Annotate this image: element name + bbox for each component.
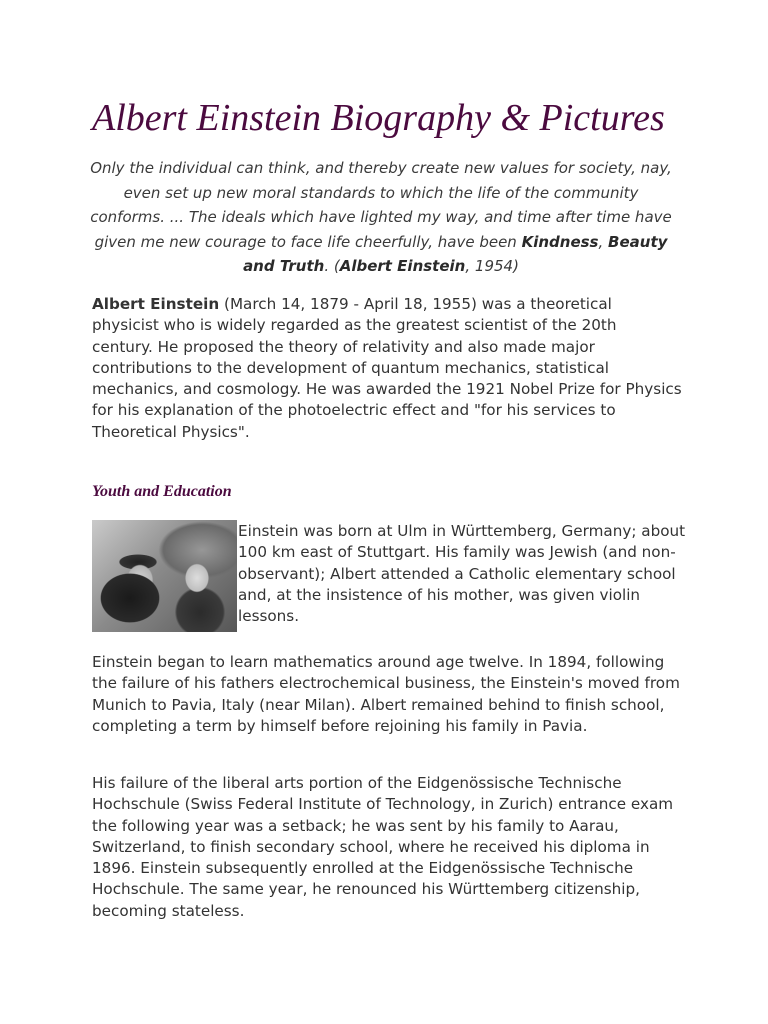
- einstein-childhood-photo: [92, 520, 237, 632]
- mathematics-paragraph: Einstein began to learn mathematics around age twelve. In 1894, following the failure of his fathers electrochemical business, the Einstein's moved from Munich to Pavia, Italy (near Milan). Albert remained behind to finish school, completing a term by himself before rejoining his family in Pavia.: [92, 653, 680, 735]
- page-title: Albert Einstein Biography & Pictures: [92, 97, 665, 139]
- quote-beauty-truth: Beauty and Truth: [243, 232, 668, 275]
- quote-year: , 1954): [465, 257, 519, 275]
- quote-text: Only the individual can think, and thereby create new values for society, nay, even set up new moral standards to which the life of the community conforms. ... The ideals which have lighted my way, and time after time have given me new courage to face life cheerfully, have been: [90, 159, 672, 251]
- quote-separator: . (: [324, 257, 340, 275]
- photo-side-paragraph: Einstein was born at Ulm in Württemberg, Germany; about 100 km east of Stuttgart. His family was Jewish (and non-observant); Albert attended a Catholic elementary school and, at the insistence of his mother, was given violin lessons.: [238, 522, 686, 626]
- section-heading: Youth and Education: [92, 483, 232, 500]
- intro-text: (March 14, 1879 - April 18, 1955) was a theoretical physicist who is widely regarded as the greatest scientist of the 20th century. He proposed the theory of relativity and also made major contributions to the development of quantum mechanics, statistical mechanics, and cosmology. He was awarded the 1921 Nobel Prize for Physics for his explanation of the photoelectric effect and "for his services to Theoretical Physics".: [92, 295, 682, 441]
- quote-separator: ,: [598, 232, 609, 251]
- education-paragraph: His failure of the liberal arts portion of the Eidgenössische Technische Hochschule (Swiss Federal Institute of Technology, in Zurich) entrance exam the following year was a setback; he was sent by his family to Aarau, Switzerland, to finish secondary school, where he received his diploma in 1896. Einstein subsequently enrolled at the Eidgenössische Technische Hochschule. The same year, he renounced his Württemberg citizenship, becoming stateless.: [92, 774, 674, 920]
- quote-kindness: Kindness: [521, 232, 599, 251]
- quote-author: Albert Einstein: [339, 257, 466, 275]
- intro-name: Albert Einstein: [92, 295, 220, 313]
- epigraph-quote: [88, 156, 674, 279]
- intro-paragraph: [92, 294, 682, 443]
